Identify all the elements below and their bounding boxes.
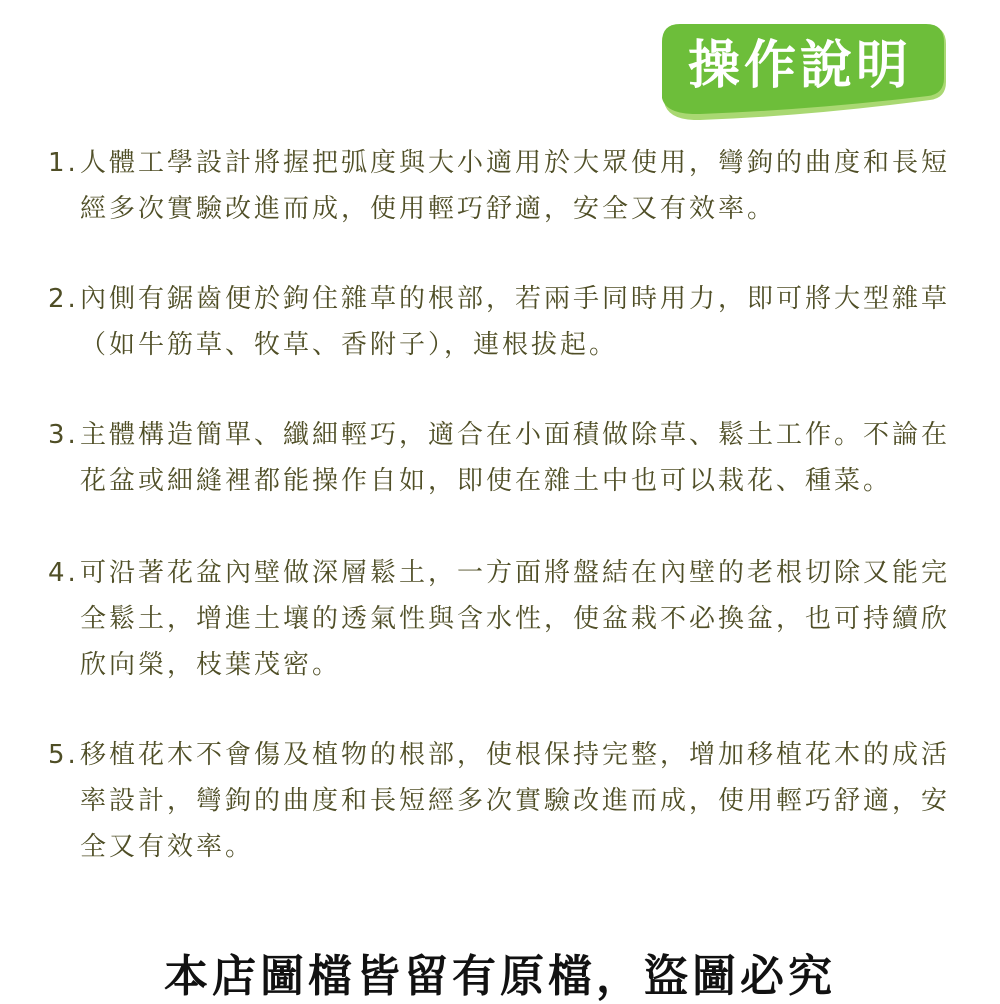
instruction-item-3 bbox=[48, 412, 958, 504]
instruction-item-1 bbox=[48, 140, 958, 232]
instruction-text: 人體工學設計將握把弧度與大小適用於大眾使用，彎鉤的曲度和長短經多次實驗改進而成，使用輕巧舒適，安全又有效率。 bbox=[80, 148, 951, 224]
instruction-number: 5. bbox=[48, 740, 79, 770]
instruction-text: 可沿著花盆內壁做深層鬆土，一方面將盤結在內壁的老根切除又能完全鬆土，增進土壤的透氣性與含水性，使盆栽不必換盆，也可持續欣欣向榮，枝葉茂密。 bbox=[80, 558, 951, 680]
section-title-badge bbox=[660, 24, 948, 120]
instruction-item-5 bbox=[48, 732, 958, 870]
instruction-item-4 bbox=[48, 550, 958, 688]
copyright-notice: 本店圖檔皆留有原檔，盜圖必究 bbox=[164, 951, 836, 1002]
instruction-item-2 bbox=[48, 276, 958, 368]
instructions-list bbox=[48, 140, 958, 870]
instruction-number: 3. bbox=[48, 420, 79, 450]
instruction-text: 內側有鋸齒便於鉤住雜草的根部，若兩手同時用力，即可將大型雜草（如牛筋草、牧草、香附子），連根拔起。 bbox=[80, 284, 951, 360]
instruction-text: 主體構造簡單、纖細輕巧，適合在小面積做除草、鬆土工作。不論在花盆或細縫裡都能操作自如，即使在雜土中也可以栽花、種菜。 bbox=[80, 420, 951, 496]
page-title: 操作說明 bbox=[687, 36, 912, 96]
instruction-text: 移植花木不會傷及植物的根部，使根保持完整，增加移植花木的成活率設計，彎鉤的曲度和長短經多次實驗改進而成，使用輕巧舒適，安全又有效率。 bbox=[80, 740, 951, 862]
instruction-number: 4. bbox=[48, 558, 79, 588]
instruction-number: 1. bbox=[48, 148, 79, 178]
instruction-number: 2. bbox=[48, 284, 79, 314]
